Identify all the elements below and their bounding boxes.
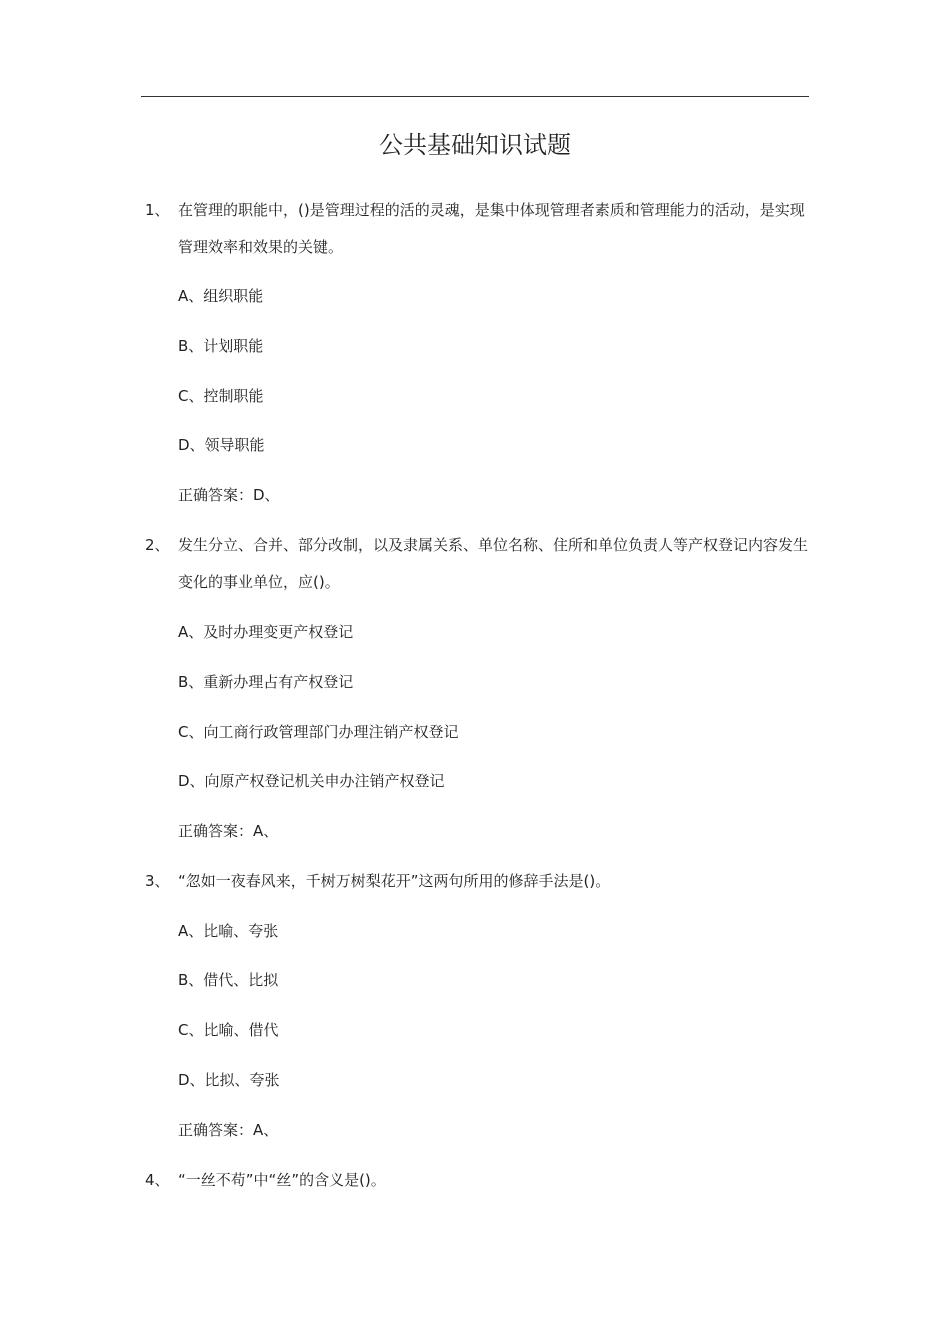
answer-option: C、控制职能 — [178, 387, 264, 405]
question-text: “一丝不苟”中“丝”的含义是()。 — [178, 1171, 386, 1189]
answer-option: B、借代、比拟 — [178, 971, 279, 989]
question-number: 4、 — [145, 1171, 170, 1189]
answer-option: B、重新办理占有产权登记 — [178, 673, 354, 691]
correct-answer: 正确答案：A、 — [178, 1121, 279, 1139]
answer-option: A、及时办理变更产权登记 — [178, 623, 354, 641]
answer-option: A、组织职能 — [178, 287, 264, 305]
answer-option: C、向工商行政管理部门办理注销产权登记 — [178, 723, 459, 741]
answer-option: D、向原产权登记机关申办注销产权登记 — [178, 772, 445, 790]
answer-option: A、比喻、夸张 — [178, 922, 279, 940]
answer-option: B、计划职能 — [178, 337, 264, 355]
question-text: 发生分立、合并、部分改制，以及隶属关系、单位名称、住所和单位负责人等产权登记内容发生变化的事业单位，应()。 — [178, 536, 809, 591]
question-number: 3、 — [145, 872, 170, 890]
correct-answer: 正确答案：A、 — [178, 822, 279, 840]
document-title: 公共基础知识试题 — [379, 131, 571, 159]
answer-option: D、比拟、夸张 — [178, 1071, 280, 1089]
question-number: 1、 — [145, 201, 170, 219]
answer-option: D、领导职能 — [178, 436, 265, 454]
question-text: 在管理的职能中，()是管理过程的活的灵魂，是集中体现管理者素质和管理能力的活动，是实现管理效率和效果的关键。 — [178, 201, 805, 256]
correct-answer: 正确答案：D、 — [178, 486, 280, 504]
header-rule — [141, 96, 809, 97]
question-number: 2、 — [145, 536, 170, 554]
question-text: “忽如一夜春风来，千树万树梨花开”这两句所用的修辞手法是()。 — [178, 872, 611, 890]
answer-option: C、比喻、借代 — [178, 1021, 279, 1039]
